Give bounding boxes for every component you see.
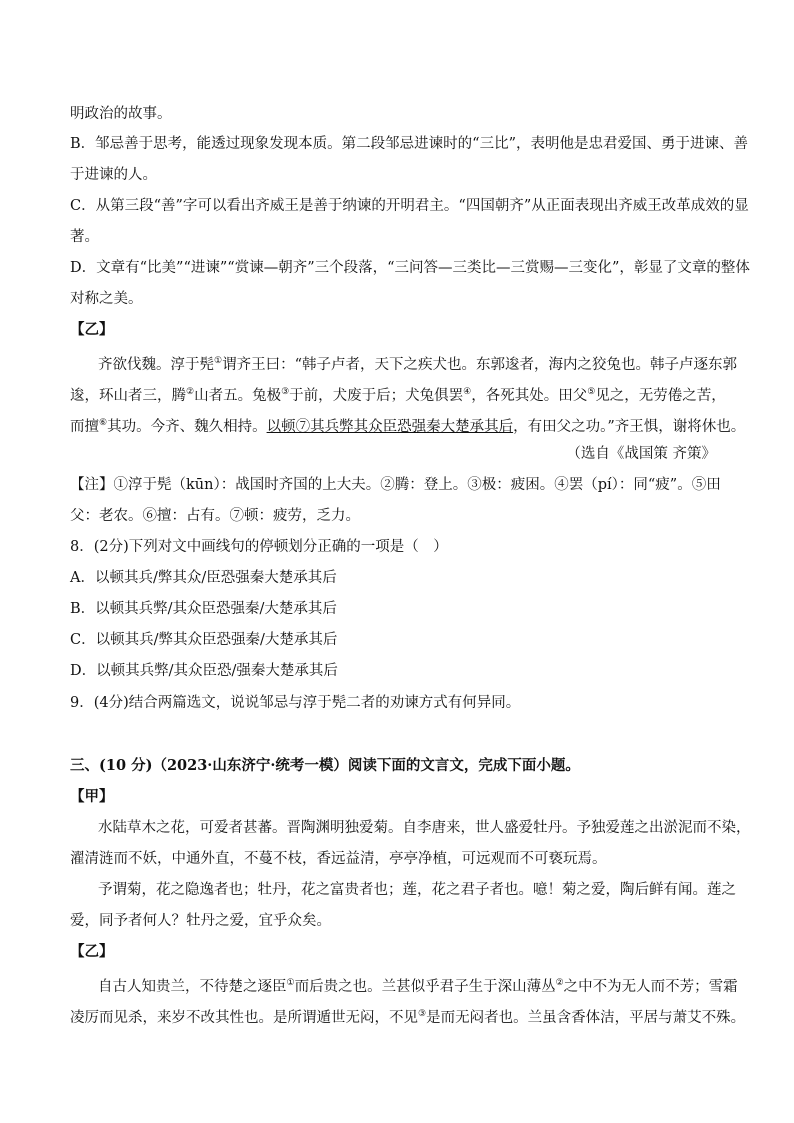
text-line: 于进谏的人。 — [70, 167, 157, 183]
passage-line: 爱，同予者何人？牡丹之爱，宜乎众矣。 — [70, 913, 331, 929]
passage-line: 齐欲伐魏。淳于髡①谓齐王曰：“韩子卢者，天下之疾犬也。东郭逡者，海内之狡兔也。韩子卢逐东郭 — [98, 356, 737, 373]
text-line: 著。 — [70, 229, 99, 245]
option-d-line: D．文章有“比美”“进谏”“赏谏—朝齐”三个段落，“三问答—三类比—三赏赐—三变化”，彰显了文章的整体 — [70, 260, 750, 276]
option-b-line: B．邹忌善于思考，能透过现象发现本质。第二段邹忌进谏时的“三比”，表明他是忠君爱国、勇于进谏、善 — [70, 136, 748, 152]
option-b: B．以顿其兵弊/其众臣恐强秦/大楚承其后 — [70, 601, 337, 617]
section-heading-yi: 【乙】 — [70, 321, 114, 338]
section-heading-yi-2: 【乙】 — [70, 943, 114, 960]
passage-line: 予谓菊，花之隐逸者也；牡丹，花之富贵者也；莲，花之君子者也。噫！菊之爱，陶后鲜有闻。莲之 — [98, 882, 736, 898]
question-8: 8．(2分)下列对文中画线句的停顿划分正确的一项是（ ） — [70, 539, 448, 555]
text-line: 对称之美。 — [70, 291, 143, 307]
passage-line: 逡，环山者三，腾②山者五。兔极③于前，犬废于后；犬兔俱罢④，各死其处。田父⑤见之，无劳倦之苦， — [70, 387, 726, 404]
notes-line: 父：老农。⑥擅：占有。⑦顿：疲劳，乏力。 — [70, 508, 360, 524]
option-c: C．以顿其兵/弊其众臣恐强秦/大楚承其后 — [70, 632, 338, 648]
notes-line: 【注】①淳于髡（kūn）：战国时齐国的上大夫。②腾：登上。③极：疲困。④罢（pí）：同“疲”。⑤田 — [70, 477, 721, 493]
section-heading-jia: 【甲】 — [70, 788, 114, 805]
passage-line: 凌厉而见杀，来岁不改其性也。是所谓遁世无闷，不见③是而无闷者也。兰虽含香体洁，平居与萧艾不殊。 — [70, 1009, 746, 1026]
passage-line: 水陆草木之花，可爱者甚蕃。晋陶渊明独爱菊。自李唐来，世人盛爱牡丹。予独爱莲之出淤泥而不染， — [98, 820, 751, 836]
text-line: 明政治的故事。 — [70, 106, 172, 122]
passage-line: 自古人知贵兰，不待楚之逐臣①而后贵之也。兰甚似乎君子生于深山薄丛②之中不为无人而不芳；雪霜 — [98, 978, 738, 995]
option-a: A．以顿其兵/弊其众/臣恐强秦大楚承其后 — [70, 570, 337, 586]
option-d: D．以顿其兵弊/其众臣恐/强秦大楚承其后 — [70, 663, 338, 679]
section-three-heading: 三、(10 分)（2023·山东济宁·统考一模）阅读下面的文言文，完成下面小题。 — [70, 757, 580, 774]
option-c-line: C．从第三段“善”字可以看出齐威王是善于纳谏的开明君主。“四国朝齐”从正面表现出齐威王改革成效的显 — [70, 198, 749, 214]
underlined-sentence: 以顿⑦其兵弊其众臣恐强秦大楚承其后 — [266, 418, 514, 435]
source-citation: （选自《战国策 齐策》 — [566, 446, 716, 462]
question-9: 9．(4分)结合两篇选文，说说邹忌与淳于髡二者的劝谏方式有何异同。 — [70, 695, 521, 711]
passage-line: 而擅⑥其功。今齐、魏久相持。以顿⑦其兵弊其众臣恐强秦大楚承其后，有田父之功。”齐王惧，谢将休也。 — [70, 418, 746, 435]
passage-line: 濯清涟而不妖，中通外直，不蔓不枝，香远益清，亭亭净植，可远观而不可亵玩焉。 — [70, 851, 607, 867]
